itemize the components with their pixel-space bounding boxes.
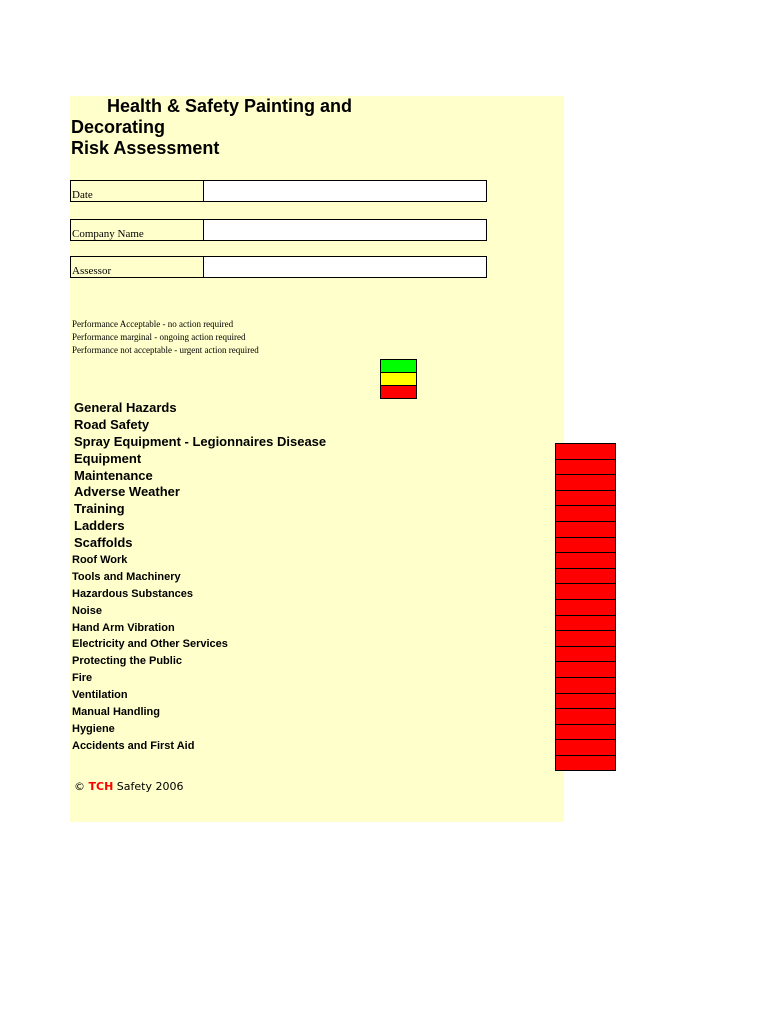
subcategory-link[interactable]: Noise	[72, 605, 102, 617]
company-name-label: Company Name	[71, 220, 204, 240]
status-cell[interactable]	[556, 538, 615, 554]
status-cell[interactable]	[556, 475, 615, 491]
status-cell[interactable]	[556, 662, 615, 678]
legend-acceptable-text: Performance Acceptable - no action required	[72, 319, 234, 329]
category-link[interactable]: Adverse Weather	[74, 484, 180, 499]
date-field[interactable]	[204, 181, 486, 201]
title-line-1: Health & Safety Painting and	[107, 96, 353, 116]
status-cell[interactable]	[556, 740, 615, 756]
status-cell[interactable]	[556, 491, 615, 507]
legend-swatches	[380, 359, 417, 399]
subcategory-link[interactable]: Roof Work	[72, 554, 128, 566]
date-row	[70, 180, 487, 202]
subcategory-link[interactable]: Hand Arm Vibration	[72, 622, 175, 634]
company-name-field[interactable]	[204, 220, 486, 240]
swatch-green	[381, 360, 416, 373]
status-cell[interactable]	[556, 506, 615, 522]
status-cell[interactable]	[556, 756, 615, 771]
subcategory-link[interactable]: Hygiene	[72, 723, 115, 735]
assessor-field[interactable]	[204, 257, 486, 277]
status-cell[interactable]	[556, 631, 615, 647]
status-cell[interactable]	[556, 460, 615, 476]
category-link[interactable]: General Hazards	[74, 400, 177, 415]
company-name-row	[70, 219, 487, 241]
category-link[interactable]: Spray Equipment - Legionnaires Disease	[74, 434, 327, 449]
page-title	[71, 96, 391, 159]
subcategory-link[interactable]: Accidents and First Aid	[72, 740, 195, 752]
assessor-row	[70, 256, 487, 278]
status-cell[interactable]	[556, 694, 615, 710]
status-cell[interactable]	[556, 569, 615, 585]
status-cell[interactable]	[556, 647, 615, 663]
status-cell[interactable]	[556, 725, 615, 741]
legend-marginal-text: Performance marginal - ongoing action required	[72, 332, 246, 342]
legend-not-acceptable-text: Performance not acceptable - urgent action required	[72, 345, 259, 355]
assessor-label: Assessor	[71, 257, 204, 277]
copyright-footer	[74, 780, 183, 793]
status-cell[interactable]	[556, 709, 615, 725]
brand-name: TCH	[88, 780, 114, 793]
status-cell[interactable]	[556, 553, 615, 569]
subcategory-link[interactable]: Tools and Machinery	[72, 571, 181, 583]
category-link[interactable]: Training	[74, 501, 125, 516]
subcategory-link[interactable]: Electricity and Other Services	[72, 638, 228, 650]
subcategory-link[interactable]: Manual Handling	[72, 706, 160, 718]
status-cell[interactable]	[556, 444, 615, 460]
category-link[interactable]: Equipment	[74, 451, 142, 466]
date-label: Date	[71, 181, 204, 201]
title-line-3: Risk Assessment	[71, 138, 220, 158]
status-cell[interactable]	[556, 584, 615, 600]
subcategory-link[interactable]: Fire	[72, 672, 93, 684]
category-link[interactable]: Ladders	[74, 518, 125, 533]
copyright-text: Safety 2006	[116, 780, 184, 793]
category-link[interactable]: Road Safety	[74, 417, 150, 432]
status-cell[interactable]	[556, 678, 615, 694]
category-link[interactable]: Scaffolds	[74, 535, 133, 550]
subcategory-link[interactable]: Protecting the Public	[72, 655, 183, 667]
subcategory-link[interactable]: Hazardous Substances	[72, 588, 194, 600]
status-cell[interactable]	[556, 616, 615, 632]
subcategory-link[interactable]: Ventilation	[72, 689, 128, 701]
status-cell[interactable]	[556, 522, 615, 538]
swatch-yellow	[381, 373, 416, 386]
category-link[interactable]: Maintenance	[74, 468, 153, 483]
copyright-symbol: ©	[74, 780, 85, 793]
status-column	[555, 443, 616, 771]
status-cell[interactable]	[556, 600, 615, 616]
title-line-2: Decorating	[71, 117, 166, 137]
swatch-red	[381, 386, 416, 398]
